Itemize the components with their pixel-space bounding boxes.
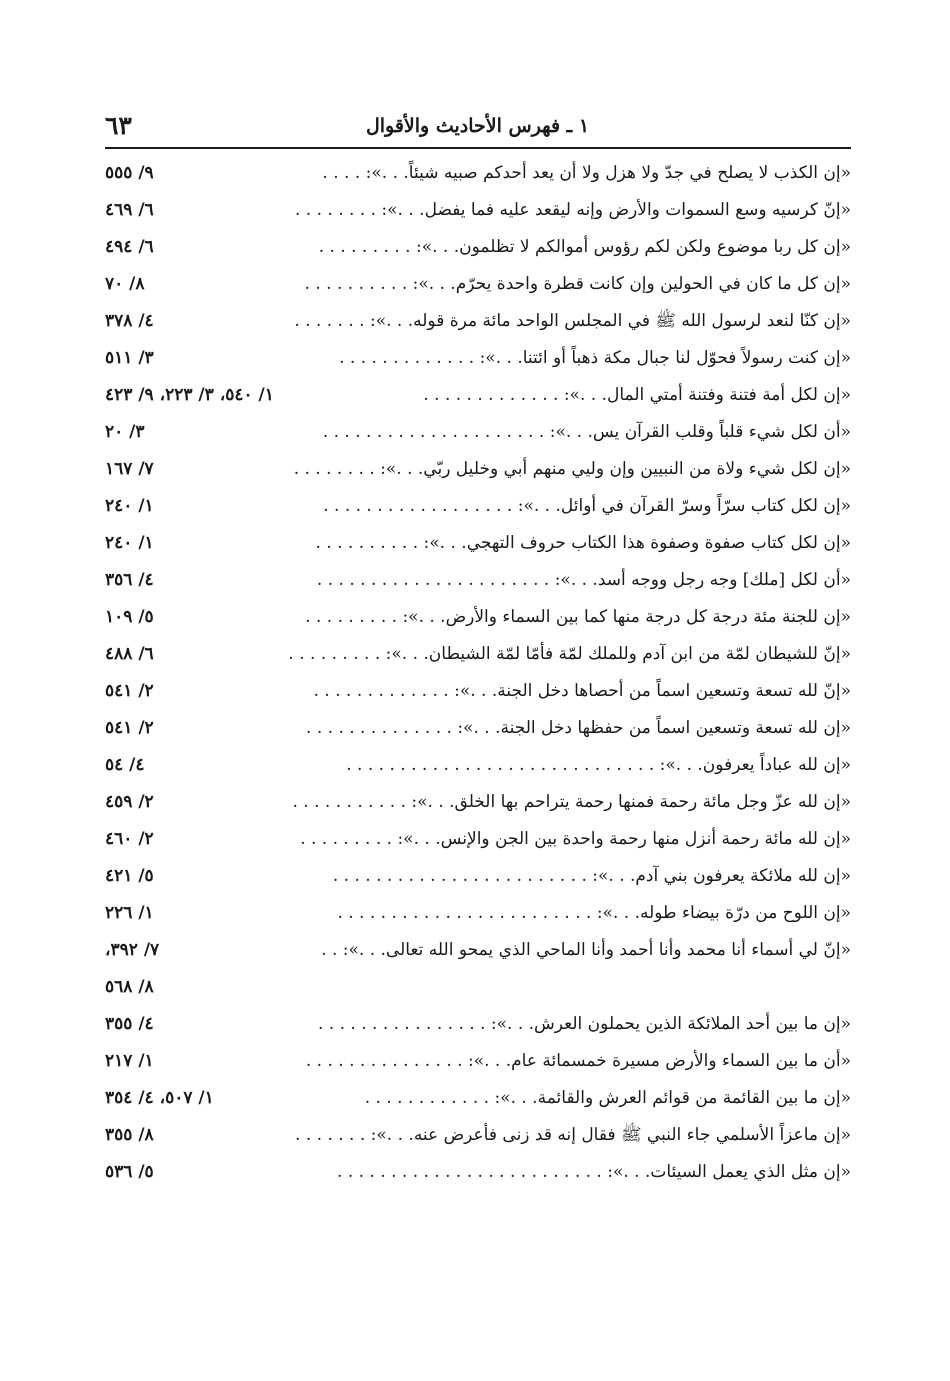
index-entry: [105, 1154, 851, 1191]
page-title: ١ ـ فهرس الأحاديث والأقوال: [365, 115, 590, 137]
entry-reference: ١/ ٥٠٧، ٤/ ٣٥٤: [105, 1080, 222, 1117]
index-entry: [105, 673, 851, 710]
index-entry: [105, 784, 851, 821]
entry-reference: ٤/ ٥٤: [105, 747, 153, 784]
entry-reference: ٤/ ٣٥٥: [105, 1006, 162, 1043]
entry-reference: ١/ ٢٢٦: [105, 895, 162, 932]
index-entry: [105, 229, 851, 266]
entry-reference: ٨/ ٧٠: [105, 266, 153, 303]
entry-text: «إن ما بين أحد الملائكة الذين يحملون العرش. . .»: . . . . . . . . . . . . . . . .: [312, 1006, 851, 1043]
index-entry: [105, 1006, 851, 1043]
entry-text: «إن كل ما كان في الحولين وإن كانت قطرة واحدة يحرّم. . .»: . . . . . . . . . .: [299, 266, 851, 303]
header-divider: [105, 147, 851, 149]
entry-text: «إن لله عباداً يعرفون. . .»: . . . . . . . . . . . . . . . . . . . . . . . . . . . . .: [340, 747, 851, 784]
entry-reference: ٣/ ٥١١: [105, 340, 162, 377]
index-entry: [105, 192, 851, 229]
index-entry: [105, 340, 851, 377]
page-header: [105, 108, 850, 144]
entry-reference: ٥/ ٤٢١: [105, 858, 162, 895]
entry-text: «إن ما بين القائمة من قوائم العرش والقائمة. . .»: . . . . . . . . . . . .: [359, 1080, 851, 1117]
entry-text: «إن لله ملائكة يعرفون بني آدم. . .»: . . . . . . . . . . . . . . . . . . . . . . . .: [327, 858, 851, 895]
index-entry: [105, 895, 851, 932]
entry-text: «إن كنت رسولاً فحوّل لنا جبال مكة ذهباً أو ائتنا. . .»: . . . . . . . . . . . . .: [333, 340, 851, 377]
index-entry: [105, 1117, 851, 1154]
entry-reference: ٦/ ٤٨٨: [105, 636, 162, 673]
entry-text: «أن لكل [ملك] وجه رجل ووجه أسد. . .»: . . . . . . . . . . . . . . . . . . . . . .: [311, 562, 851, 599]
index-entry: [105, 525, 851, 562]
index-entry: [105, 451, 851, 488]
entry-reference: ٥/ ٥٣٦: [105, 1154, 162, 1191]
entry-reference: ٢/ ٤٥٩: [105, 784, 162, 821]
entry-text: «إن للجنة مئة درجة كل درجة منها كما بين السماء والأرض. . .»: . . . . . . . . .: [299, 599, 851, 636]
entry-reference: ٧/ ١٦٧: [105, 451, 162, 488]
entry-reference: ٤/ ٣٥٦: [105, 562, 162, 599]
entry-reference: ٣/ ٢٠: [105, 414, 153, 451]
index-entry: [105, 747, 851, 784]
entry-text: «إنّ للشيطان لمّة من ابن آدم وللملك لمّة فأمّا لمّة الشيطان. . .»: . . . . . . . . .: [282, 636, 851, 673]
entry-reference: ١/ ٥٤٠، ٣/ ٢٢٣، ٩/ ٤٢٣: [105, 377, 282, 414]
entry-text: «إن لكل أمة فتنة وفتنة أمتي المال. . .»: . . . . . . . . . . . . .: [417, 377, 851, 414]
entry-reference: ٢/ ٥٤١: [105, 710, 162, 747]
entry-reference: ٧/ ٣٩٢،: [105, 932, 167, 969]
index-entry: [105, 636, 851, 673]
entry-text: «إن لكل كتاب سرّاً وسرّ القرآن في أوائل. . .»: . . . . . . . . . . . . . . . . . .: [317, 488, 851, 525]
index-entry: [105, 266, 851, 303]
index-entry: [105, 932, 851, 969]
entry-text: «إن ماعزاً الأسلمي جاء النبي ﷺ فقال إنه قد زنى فأعرض عنه. . .»: . . . . . . .: [289, 1117, 851, 1154]
entry-text: «إن مثل الذي يعمل السيئات. . .»: . . . . . . . . . . . . . . . . . . . . . . . . .: [331, 1154, 851, 1191]
entry-text: «أن ما بين السماء والأرض مسيرة خمسمائة عام. . .»: . . . . . . . . . . . . . . .: [300, 1043, 851, 1080]
index-entry: [105, 155, 851, 192]
index-entry: [105, 303, 851, 340]
index-entry: [105, 710, 851, 747]
index-entry: [105, 377, 851, 414]
hadith-index-list: [105, 155, 851, 1191]
entry-text: «إن كنّا لنعد لرسول الله ﷺ في المجلس الواحد مائة مرة قوله. . .»: . . . . . . .: [288, 303, 851, 340]
entry-text: «إن لله عزّ وجل مائة رحمة فمنها رحمة يتراحم بها الخلق. . .»: . . . . . . . . . . .: [287, 784, 852, 821]
entry-text: «إن لله مائة رحمة أنزل منها رحمة واحدة بين الجن والإنس. . .»: . . . . . . . . .: [294, 821, 851, 858]
index-entry: [105, 1080, 851, 1117]
entry-reference: ٥/ ١٠٩: [105, 599, 162, 636]
index-entry: [105, 488, 851, 525]
page-number: ٦٣: [105, 111, 132, 140]
entry-reference: ٦/ ٤٦٩: [105, 192, 162, 229]
entry-text: «إن اللوح من درّة بيضاء طوله. . .»: . . . . . . . . . . . . . . . . . . . . . . . .: [331, 895, 851, 932]
entry-reference: ٢/ ٥٤١: [105, 673, 162, 710]
index-entry-continuation: [105, 969, 851, 1006]
entry-reference: ٩/ ٥٥٥: [105, 155, 162, 192]
index-entry: [105, 414, 851, 451]
entry-reference: ٤/ ٣٧٨: [105, 303, 162, 340]
entry-text: «إنّ كرسيه وسع السموات والأرض وإنه ليقعد عليه فما يفضل. . .»: . . . . . . . .: [289, 192, 851, 229]
entry-text: «إن كل ربا موضوع ولكن لكم رؤوس أموالكم لا تظلمون. . .»: . . . . . . . . .: [313, 229, 851, 266]
index-entry: [105, 1043, 851, 1080]
entry-text: «إن لكل شيء ولاة من النبيين وإن وليي منهم أبي وخليل ربّي. . .»: . . . . . . . .: [288, 451, 851, 488]
index-entry: [105, 858, 851, 895]
index-entry: [105, 599, 851, 636]
entry-reference-continuation: ٨/ ٥٦٨: [105, 969, 162, 1006]
entry-reference: ٦/ ٤٩٤: [105, 229, 162, 266]
entry-reference: ١/ ٢٤٠: [105, 488, 162, 525]
entry-text: «إن لله تسعة وتسعين اسماً من حفظها دخل الجنة. . .»: . . . . . . . . . . . . . .: [300, 710, 851, 747]
entry-reference: ١/ ٢١٧: [105, 1043, 162, 1080]
entry-text: «إن لكل كتاب صفوة وصفوة هذا الكتاب حروف التهجي. . .»: . . . . . . . . . .: [309, 525, 851, 562]
index-entry: [105, 821, 851, 858]
entry-text: «أن لكل شيء قلباً وقلب القرآن يس. . .»: . . . . . . . . . . . . . . . . . . . . .: [317, 414, 851, 451]
entry-reference: ٨/ ٣٥٥: [105, 1117, 162, 1154]
entry-reference: ٢/ ٤٦٠: [105, 821, 162, 858]
index-entry: [105, 562, 851, 599]
entry-text: «إنّ لله تسعة وتسعين اسماً من أحصاها دخل الجنة. . .»: . . . . . . . . . . . . .: [308, 673, 851, 710]
entry-text: «إن الكذب لا يصلح في جدّ ولا هزل ولا أن يعد أحدكم صبيه شيئاً. . .»: . . . .: [316, 155, 851, 192]
entry-text: «إنّ لي أسماء أنا محمد وأنا أحمد وأنا الماحي الذي يمحو الله تعالى. . .»: . .: [315, 932, 851, 969]
entry-reference: ١/ ٢٤٠: [105, 525, 162, 562]
